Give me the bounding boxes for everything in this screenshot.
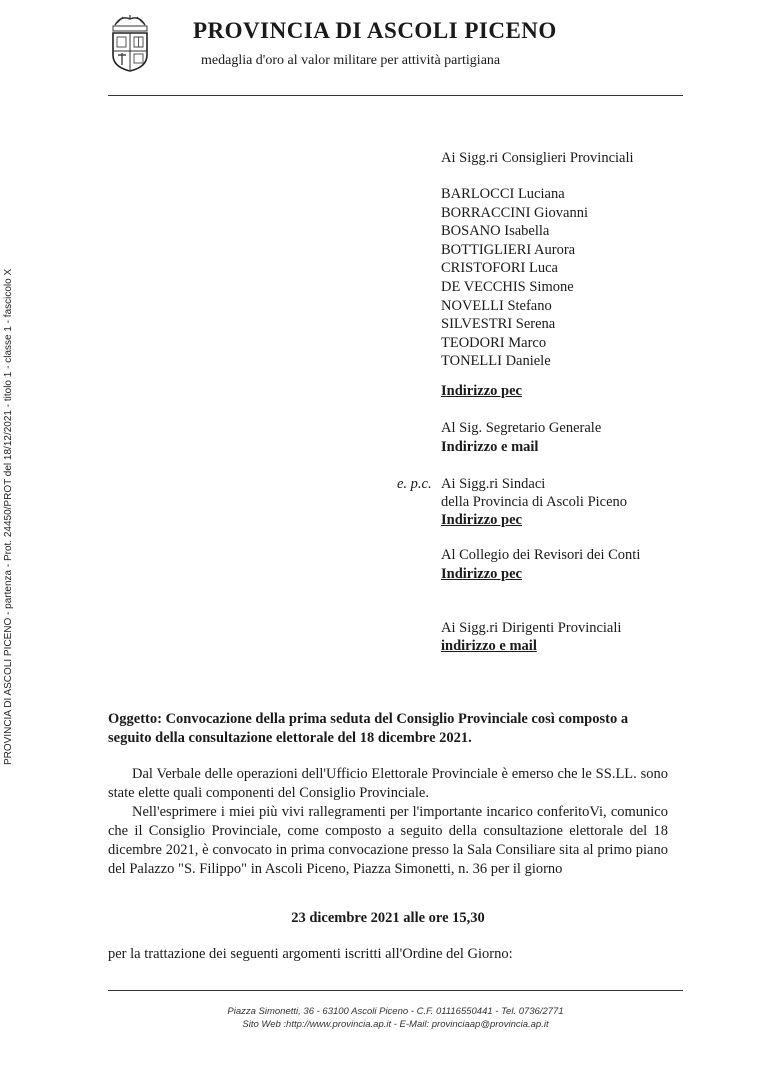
coat-of-arms-logo [107,13,153,73]
agenda-intro: per la trattazione dei seguenti argomenti iscritti all'Ordine del Giorno: [108,946,513,962]
secretary-recipient: Al Sig. Segretario Generale [441,420,602,436]
councillors-list [441,185,588,371]
letter-body [108,765,668,879]
body-paragraph-1: Dal Verbale delle operazioni dell'Ufficio Elettorale Provinciale è emerso che le SS.LL. sono state elette quali componenti del Consiglio Provinciale. [108,766,668,801]
managers-address: indirizzo e mail [441,638,537,654]
org-subtitle: medaglia d'oro al valor militare per attività partigiana [201,53,501,68]
list-item: BARLOCCI Luciana [441,186,565,202]
footer-address: Piazza Simonetti, 36 - 63100 Ascoli Piceno - C.F. 01116550441 - Tel. 0736/2771 [227,1006,564,1017]
list-item: BORRACCINI Giovanni [441,204,589,221]
meeting-datetime: 23 dicembre 2021 alle ore 15,30 [291,910,485,926]
footer-divider [108,990,683,991]
org-title: PROVINCIA DI ASCOLI PICENO [193,18,557,43]
footer-contacts: Sito Web :http://www.provincia.ap.it - E-Mail: provinciaap@provincia.ap.it [242,1019,549,1030]
list-item: CRISTOFORI Luca [441,260,558,277]
mayors-address: Indirizzo pec [441,512,522,528]
protocol-stamp-text: PROVINCIA DI ASCOLI PICENO - partenza - Prot. 24450/PROT del 18/12/2021 - titolo 1 - classe 1 - fascicolo X [3,268,14,765]
list-item: BOTTIGLIERI Aurora [441,241,576,258]
epc-label: e. p.c. [397,476,432,492]
list-item: NOVELLI Stefano [441,297,552,314]
auditors-recipient: Al Collegio dei Revisori dei Conti [441,547,641,563]
councillors-heading: Ai Sigg.ri Consiglieri Provinciali [441,150,634,166]
mayors-recipient: Ai Sigg.ri Sindaci [441,476,546,492]
mayors-recipient-line2: della Provincia di Ascoli Piceno [441,494,628,510]
councillors-address: Indirizzo pec [441,383,522,399]
list-item: BOSANO Isabella [441,223,550,240]
protocol-stamp [0,0,18,1087]
letter-subject: Oggetto: Convocazione della prima seduta del Consiglio Provinciale così composto a seguito della consultazione elettorale del 18 dicembre 2021. [108,711,629,746]
auditors-address: Indirizzo pec [441,566,522,582]
list-item: TEODORI Marco [441,334,547,351]
secretary-address: Indirizzo e mail [441,439,539,455]
list-item: SILVESTRI Serena [441,316,556,333]
managers-recipient: Ai Sigg.ri Dirigenti Provinciali [441,620,622,636]
body-paragraph-2: Nell'esprimere i miei più vivi rallegramenti per l'importante incarico conferitoVi, comunico che il Consiglio Provinciale, come composto a seguito della consultazione elettorale del 18 dicembre 2021, è convocato in prima convocazione presso la Sala Consiliare sita al primo piano del Palazzo "S. Filippo" in Ascoli Piceno, Piazza Simonetti, n. 36 per il giorno [108,804,668,877]
list-item: DE VECCHIS Simone [441,278,574,295]
header-divider [108,95,683,96]
list-item: TONELLI Daniele [441,353,551,370]
